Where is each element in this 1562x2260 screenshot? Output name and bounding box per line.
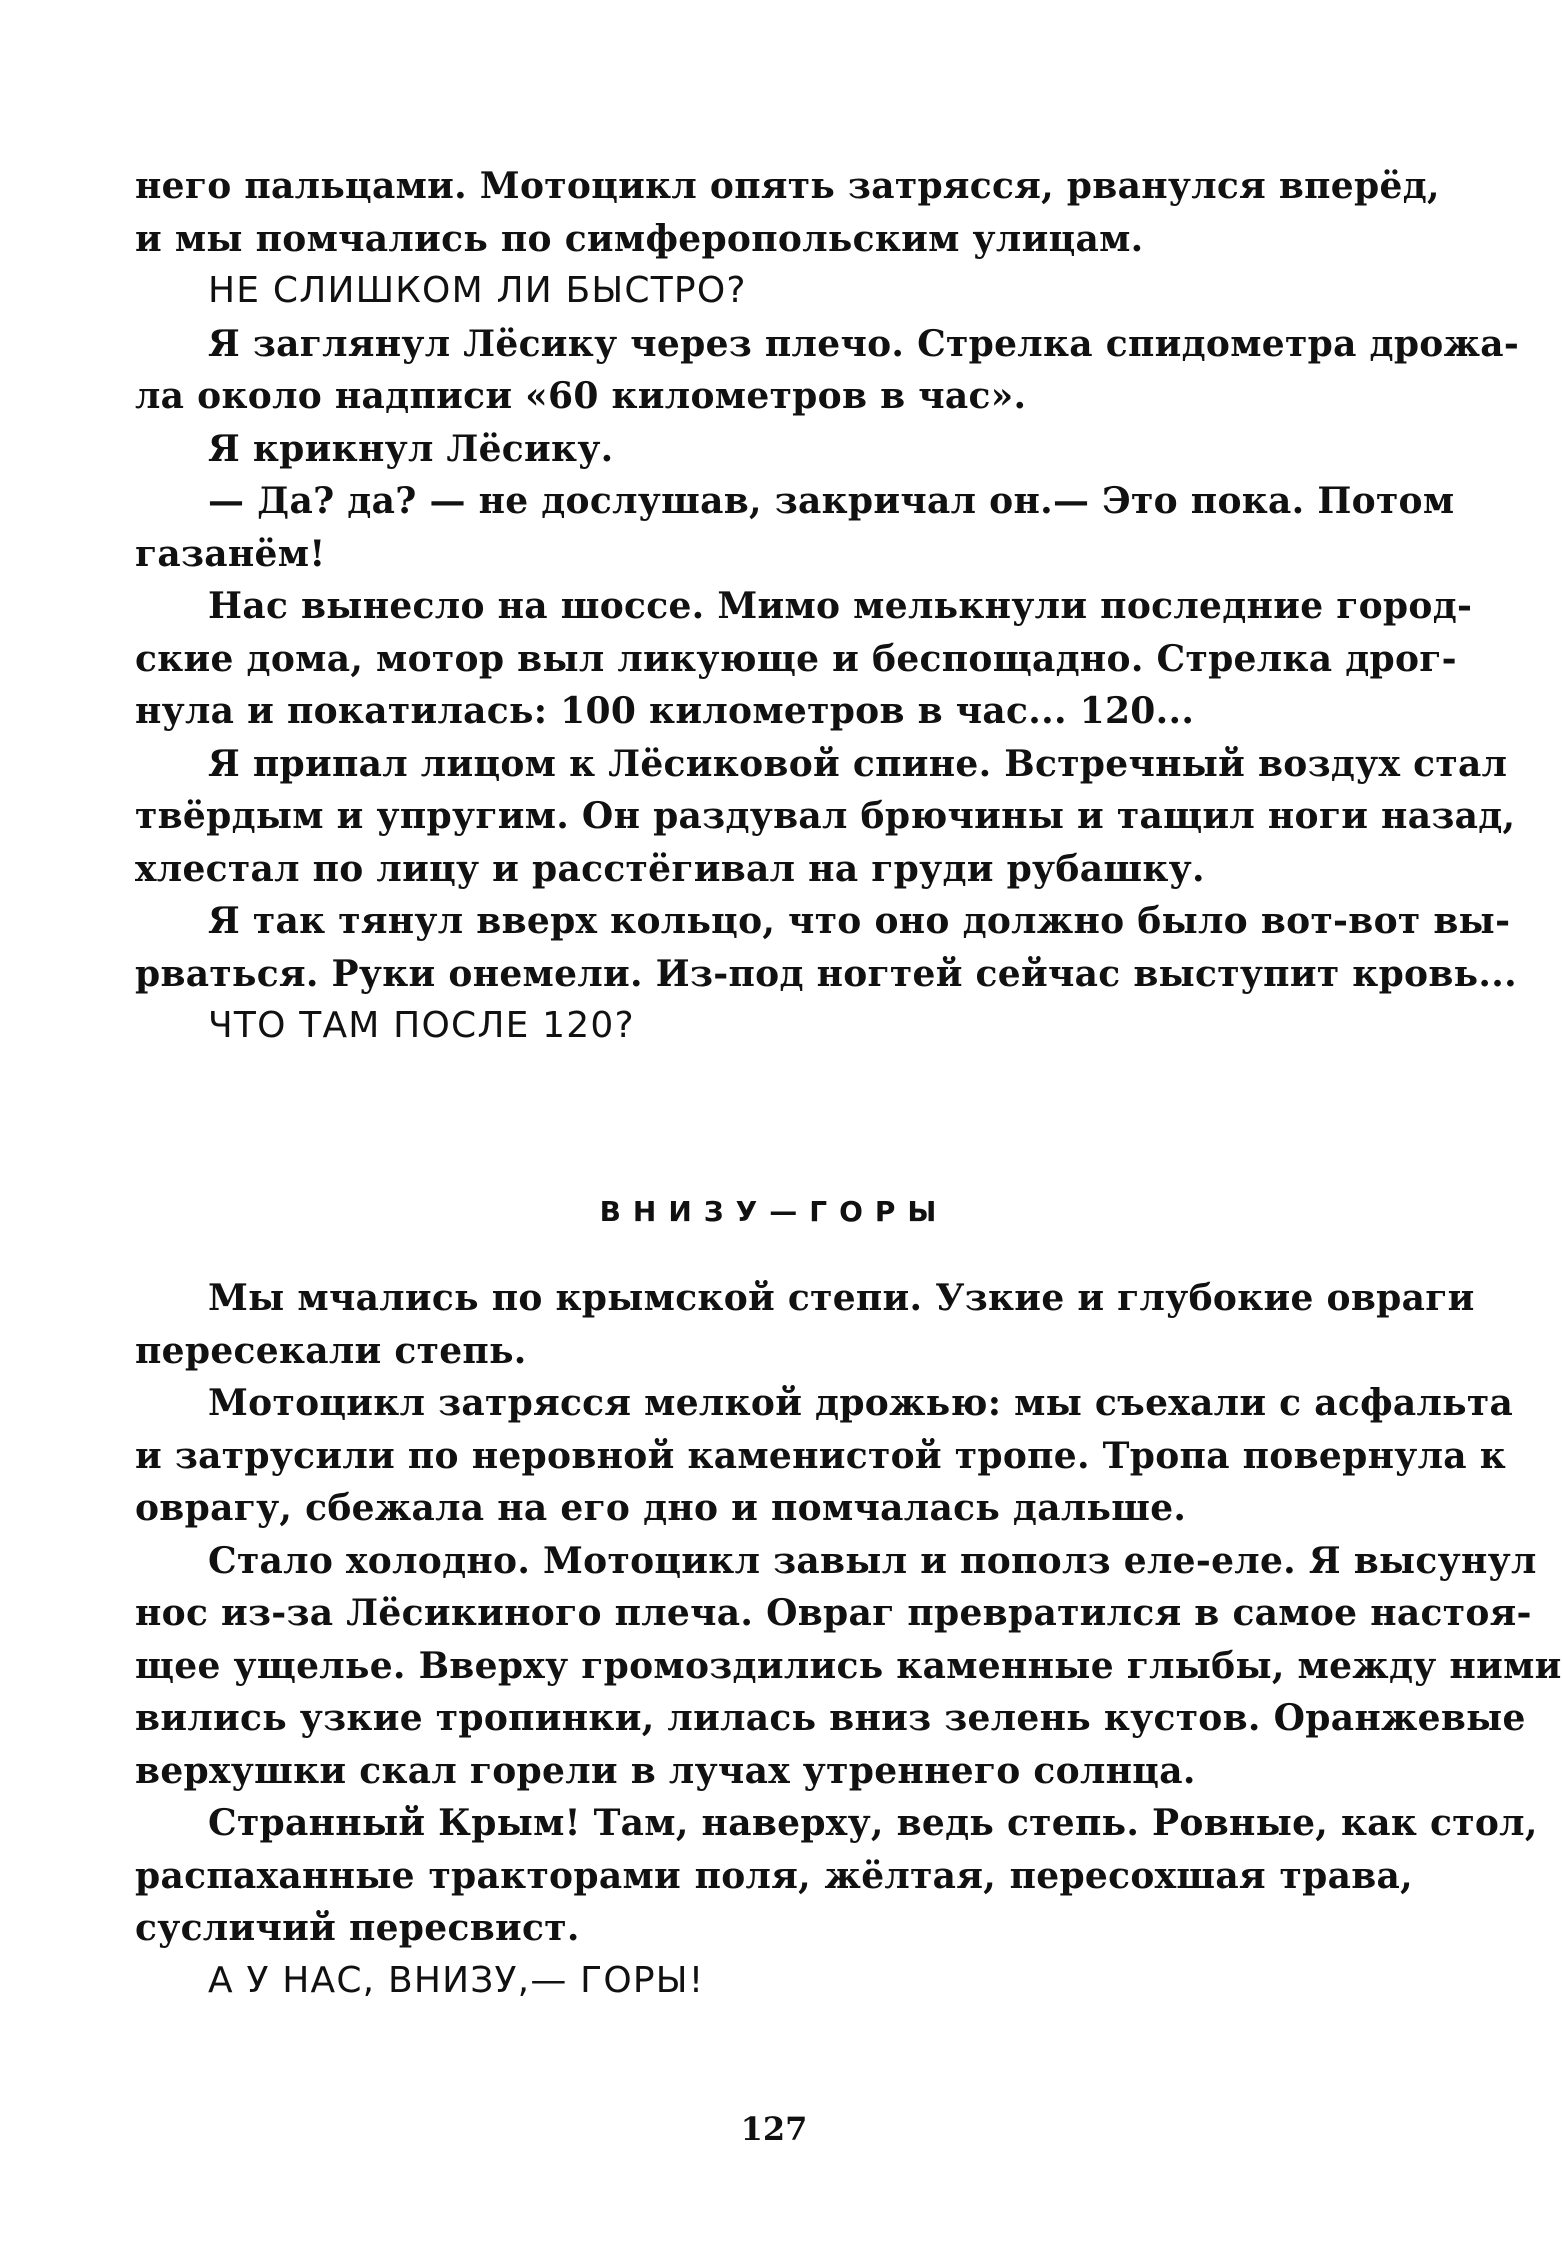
text-line: Странный Крым! Там, наверху, ведь степь. Ровные, как стол, <box>208 1802 1538 1844</box>
text-line: газанём! <box>135 532 326 575</box>
text-line: распаханные тракторами поля, жёлтая, пересохшая трава, <box>135 1854 1413 1897</box>
text-line: вились узкие тропинки, лилась вниз зелень кустов. Оранжевые <box>135 1697 1526 1739</box>
text-block-bottom <box>135 1272 1562 2007</box>
text-line: Я заглянул Лёсику через плечо. Стрелка спидометра дрожа- <box>208 322 1520 365</box>
section-title: ВНИЗУ—ГОРЫ <box>599 1195 949 1228</box>
text-line: Я крикнул Лёсику. <box>208 427 614 470</box>
text-line: и затрусили по неровной каменистой тропе. Тропа повернула к <box>135 1434 1507 1477</box>
text-block-top <box>135 160 1520 1053</box>
text-line: щее ущелье. Вверху громоздились каменные глыбы, между ними <box>135 1644 1562 1687</box>
text-line: нула и покатилась: 100 километров в час... 120... <box>135 690 1195 732</box>
page-number: 127 <box>740 2110 808 2148</box>
text-line: верхушки скал горели в лучах утреннего солнца. <box>135 1749 1196 1792</box>
text-line: рваться. Руки онемели. Из-под ногтей сейчас выступит кровь... <box>135 952 1517 995</box>
text-line: сусличий пересвист. <box>135 1907 580 1949</box>
caps-line: НЕ СЛИШКОМ ЛИ БЫСТРО? <box>208 270 747 311</box>
text-line: нос из-за Лёсикиного плеча. Овраг превратился в самое настоя- <box>135 1592 1532 1634</box>
text-line: Мотоцикл затрясся мелкой дрожью: мы съехали с асфальта <box>208 1382 1514 1424</box>
text-line: твёрдым и упругим. Он раздувал брючины и тащил ноги назад, <box>135 795 1516 837</box>
text-line: ские дома, мотор выл ликующе и беспощадно. Стрелка дрог- <box>135 637 1457 680</box>
text-line: пересекали степь. <box>135 1329 527 1372</box>
text-line: ла около надписи «60 километров в час». <box>135 375 1027 417</box>
text-line: Нас вынесло на шоссе. Мимо мелькнули последние город- <box>208 585 1473 627</box>
text-line: Я припал лицом к Лёсиковой спине. Встречный воздух стал <box>208 742 1508 785</box>
text-line: Стало холодно. Мотоцикл завыл и пополз еле-еле. Я высунул <box>208 1539 1537 1582</box>
caps-line: А У НАС, ВНИЗУ,— ГОРЫ! <box>208 1959 705 2001</box>
text-line: оврагу, сбежала на его дно и помчалась дальше. <box>135 1487 1187 1529</box>
text-line: него пальцами. Мотоцикл опять затрясся, рванулся вперёд, <box>135 165 1440 207</box>
text-line: — Да? да? — не дослушав, закричал он.— Это пока. Потом <box>208 480 1455 522</box>
text-line: Мы мчались по крымской степи. Узкие и глубокие овраги <box>208 1277 1475 1319</box>
caps-line: ЧТО ТАМ ПОСЛЕ 120? <box>208 1005 635 1046</box>
text-line: хлестал по лицу и расстёгивал на груди рубашку. <box>135 847 1205 890</box>
text-line: Я так тянул вверх кольцо, что оно должно было вот-вот вы- <box>208 900 1511 942</box>
text-line: и мы помчались по симферопольским улицам. <box>135 217 1144 260</box>
